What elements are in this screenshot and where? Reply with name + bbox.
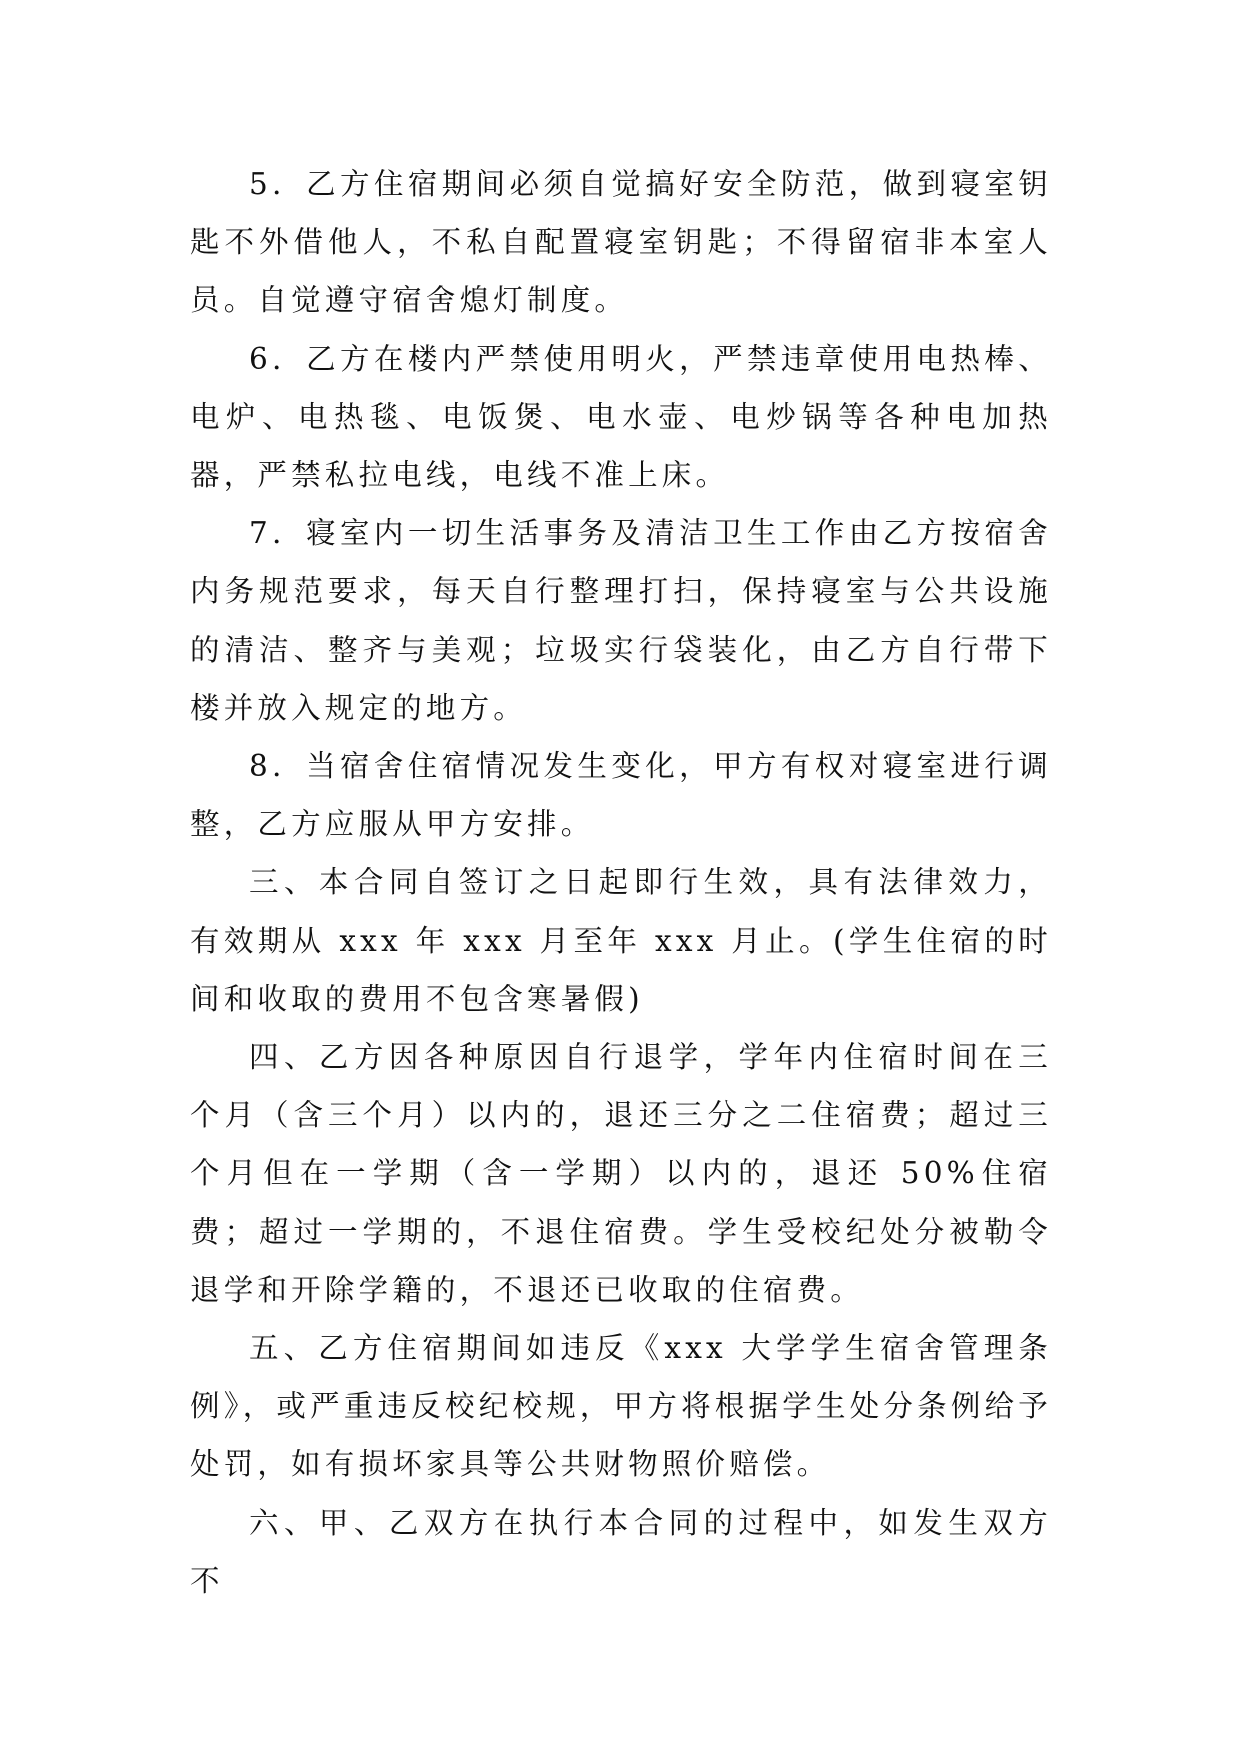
clause-6-paragraph: 6．乙方在楼内严禁使用明火，严禁违章使用电热棒、电炉、电热毯、电饭煲、电水壶、电炒锅等各种电加热器，严禁私拉电线，电线不准上床。 — [190, 341, 1052, 493]
section-6-paragraph: 六、甲、乙双方在执行本合同的过程中，如发生双方不 — [190, 1505, 1052, 1598]
section-4-paragraph: 四、乙方因各种原因自行退学，学年内住宿时间在三个月（含三个月）以内的，退还三分之二住宿费；超过三个月但在一学期（含一学期）以内的，退还 50%住宿费；超过一学期的，不退住宿费。学生受校纪处分被勒令退学和开除学籍的，不退还已收取的住宿费。 — [190, 1040, 1052, 1307]
document-body — [190, 155, 1052, 1610]
section-3-paragraph: 三、本合同自签订之日起即行生效，具有法律效力，有效期从 xxx 年 xxx 月至年 xxx 月止。(学生住宿的时间和收取的费用不包含寒暑假) — [190, 865, 1052, 1016]
clause-8-paragraph: 8．当宿舍住宿情况发生变化，甲方有权对寝室进行调整，乙方应服从甲方安排。 — [190, 749, 1052, 842]
clause-7-paragraph: 7．寝室内一切生活事务及清洁卫生工作由乙方按宿舍内务规范要求，每天自行整理打扫，保持寝室与公共设施的清洁、整齐与美观；垃圾实行袋装化，由乙方自行带下楼并放入规定的地方。 — [190, 516, 1052, 725]
section-5-paragraph: 五、乙方住宿期间如违反《xxx 大学学生宿舍管理条例》，或严重违反校纪校规，甲方将根据学生处分条例给予处罚，如有损坏家具等公共财物照价赔偿。 — [190, 1331, 1052, 1482]
clause-5-paragraph: 5．乙方住宿期间必须自觉搞好安全防范，做到寝室钥匙不外借他人，不私自配置寝室钥匙；不得留宿非本室人员。自觉遵守宿舍熄灯制度。 — [190, 167, 1052, 318]
